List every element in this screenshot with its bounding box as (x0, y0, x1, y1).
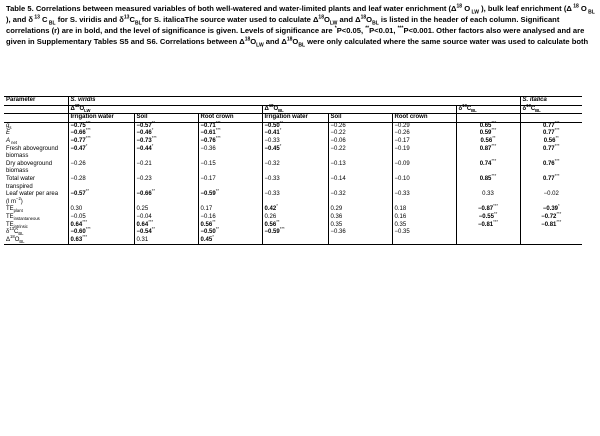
header-root-1: Root crown (198, 114, 262, 123)
correlation-table (4, 96, 582, 245)
table-cell: −0.39* (520, 206, 582, 214)
table-cell: −0.44* (134, 146, 198, 161)
table-cell: 0.29 (328, 206, 392, 214)
table-cell: −0.46* (134, 130, 198, 138)
table-cell: −0.17 (392, 138, 456, 146)
table-cell: −0.50** (262, 122, 328, 130)
table-cell: −0.23 (134, 176, 198, 191)
table-cell: 0.35 (392, 222, 456, 230)
row-parameter: Fresh aboveground biomass (6, 145, 59, 160)
table-cell: 0.77*** (520, 122, 582, 130)
table-cell: 0.56** (262, 222, 328, 230)
table-cell: −0.45* (262, 146, 328, 161)
header-s-italica: S. italica (520, 97, 582, 106)
row-parameter: E (6, 130, 11, 137)
table-cell: 0.87*** (456, 146, 520, 161)
header-soil-2: Soil (328, 114, 392, 123)
table-cell: 0.36 (328, 214, 392, 222)
table-cell: 0.31 (134, 237, 198, 245)
table-cell: 0.59*** (456, 130, 520, 138)
table-cell: 0.30 (68, 206, 134, 214)
table-cell: 0.25 (134, 206, 198, 214)
table-cell (262, 237, 328, 245)
table-cell: 0.64*** (134, 222, 198, 230)
table-cell: −0.35 (392, 229, 456, 237)
table-cell: −0.09 (392, 161, 456, 176)
table-cell: 0.35 (328, 222, 392, 230)
table-cell: 0.56** (198, 222, 262, 230)
table-cell: 0.56** (456, 138, 520, 146)
table-cell: −0.33 (262, 138, 328, 146)
table-cell: −0.14 (328, 176, 392, 191)
table-cell: 0.33 (456, 191, 520, 206)
table-cell: 0.45* (198, 237, 262, 245)
table-cell: −0.72*** (520, 214, 582, 222)
table-cell: −0.26 (328, 122, 392, 130)
table-cell (456, 229, 520, 237)
table-cell: −0.15 (198, 161, 262, 176)
header-d13c-si: $\delta^{13}C_{BL}$ (520, 105, 582, 114)
header-delta-lw: $\Delta^{18}O_{LW}$ (68, 105, 262, 114)
table-cell: 0.64*** (68, 222, 134, 230)
table-cell: −0.55** (456, 214, 520, 222)
row-parameter: $\Delta^{18}O_{BL}$ (4, 237, 68, 245)
row-parameter: $\delta^{13}C_{BL}$ (6, 226, 24, 237)
table-cell: −0.04 (134, 214, 198, 222)
table-cell: −0.32 (262, 161, 328, 176)
table-cell: 0.65*** (456, 122, 520, 130)
table-cell: −0.81*** (520, 222, 582, 230)
table-cell: −0.71*** (198, 122, 262, 130)
table-cell: −0.29 (392, 122, 456, 130)
table-cell: −0.81*** (456, 222, 520, 230)
table-cell: −0.57** (134, 122, 198, 130)
table-cell: −0.32 (328, 191, 392, 206)
table-cell: −0.33 (392, 191, 456, 206)
table-cell: 0.17 (198, 206, 262, 214)
row-parameter: $g_s$ (6, 122, 12, 130)
header-root-2: Root crown (392, 114, 456, 123)
table-cell: 0.77*** (520, 146, 582, 161)
table-cell: −0.87*** (456, 206, 520, 214)
table-cell: −0.28 (68, 176, 134, 191)
table-cell: −0.17 (198, 176, 262, 191)
table-cell: −0.36 (328, 229, 392, 237)
table-cell: −0.13 (328, 161, 392, 176)
row-parameter: $TE_{intrinsic}$ (6, 221, 28, 229)
header-delta-bl: $\Delta^{18}O_{BL}$ (262, 105, 456, 114)
table-cell: 0.76*** (520, 161, 582, 176)
header-irrigation-1: Irrigation water (68, 114, 134, 123)
table-cell: −0.05 (68, 214, 134, 222)
table-cell: −0.59*** (262, 229, 328, 237)
table-cell: −0.76*** (198, 138, 262, 146)
table-row (4, 237, 582, 245)
table-cell: −0.19 (392, 146, 456, 161)
header-d13c-sv: $\delta^{13}C_{BL}$ (456, 105, 520, 114)
header-soil-1: Soil (134, 114, 198, 123)
table-cell: 0.16 (392, 214, 456, 222)
table-cell: −0.66** (134, 191, 198, 206)
table-cell: −0.60*** (68, 229, 134, 237)
table-cell: 0.56** (520, 138, 582, 146)
table-cell: 0.63*** (68, 237, 134, 245)
row-parameter: $TE_{instantaneous}$ (6, 213, 40, 222)
table-cell: −0.16 (198, 214, 262, 222)
table-cell: −0.36 (198, 146, 262, 161)
table-cell: −0.41* (262, 130, 328, 138)
table-cell: −0.50** (198, 229, 262, 237)
table-body (4, 119, 582, 245)
table-cell: −0.33 (262, 176, 328, 191)
table-row (4, 176, 582, 191)
table-cell: −0.77*** (68, 138, 134, 146)
row-parameter: Dry aboveground biomass (6, 160, 53, 175)
table-cell: 0.77*** (520, 176, 582, 191)
table-cell: −0.57** (68, 191, 134, 206)
table-cell: −0.22 (328, 130, 392, 138)
table-caption: Table 5. Correlations between measured variables of both well-watered and water-limited plants and leaf water enrichment ($\Delta^{18}$ O $_{LW}$ ), bulk leaf enrichment (Δ $^{18}$ O $_{BL}$ ), and δ $^{13}$ C $_{BL}$ for S. viridis and $\delta^{13}C_{BL}for$ S. italicaThe source water used to calculate $\Delta^{18}O_{LW}$ and $\Delta^{18}O_{BL}$ is listed in the header of each column. Significant correlations (r) are in bold, and the level of significance is given. Levels of significance are *P<0.05, **P<0.01, ***P<0.001. Other factors also were analysed and are given in Supplementary Tables S5 and S6. Correlations between $\Delta^{18}O_{LW}$ and $\Delta^{18}O_{BL}$ were only calculated where the same source water was used to calculate both (6, 3, 595, 49)
table-row (4, 229, 582, 237)
table-cell (520, 237, 582, 245)
header-parameter: Parameter (4, 97, 68, 106)
table-cell: −0.66*** (68, 130, 134, 138)
table-cell: −0.73*** (134, 138, 198, 146)
table-cell: −0.02 (520, 191, 582, 206)
row-parameter: A $_{net}$ (6, 137, 18, 146)
table-cell: −0.61*** (198, 130, 262, 138)
header-s-viridis: S. viridis (68, 97, 520, 106)
table-cell: −0.59** (198, 191, 262, 206)
table-cell (520, 229, 582, 237)
header-irrigation-2: Irrigation water (262, 114, 328, 123)
table-cell: −0.75*** (68, 122, 134, 130)
table-cell: 0.85*** (456, 176, 520, 191)
row-parameter: Leaf water per area (l $m^{-2}$) (6, 191, 59, 205)
table-cell: −0.54** (134, 229, 198, 237)
table-cell: −0.10 (392, 176, 456, 191)
table-cell: −0.06 (328, 138, 392, 146)
row-parameter: $TE_{plant}$ (6, 206, 23, 214)
table-cell: 0.74*** (456, 161, 520, 176)
table-cell: −0.22 (328, 146, 392, 161)
table-cell (328, 237, 392, 245)
table-cell: 0.18 (392, 206, 456, 214)
table-cell: 0.26 (262, 214, 328, 222)
table-cell: −0.26 (392, 130, 456, 138)
table-cell: −0.21 (134, 161, 198, 176)
table-cell (392, 237, 456, 245)
table-cell (456, 237, 520, 245)
table-cell: 0.42* (262, 206, 328, 214)
table-cell: −0.26 (68, 161, 134, 176)
table-cell: −0.33 (262, 191, 328, 206)
table-cell: −0.47* (68, 146, 134, 161)
row-parameter: Total water transpired (6, 175, 36, 190)
table-cell: 0.77*** (520, 130, 582, 138)
